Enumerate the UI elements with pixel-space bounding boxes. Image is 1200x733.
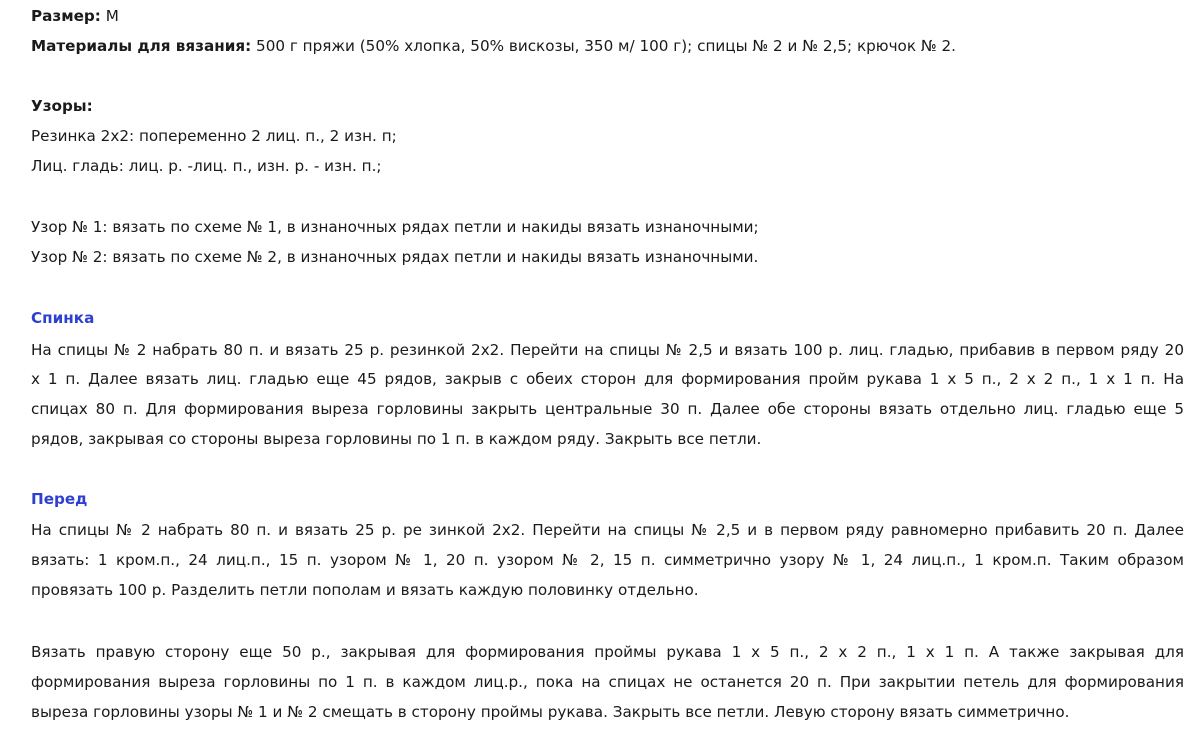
pattern-2: Узор № 2: вязать по схеме № 2, в изнаночных рядах петли и накиды вязать изнаночными. (31, 248, 759, 266)
front-line-3: провязать 100 р. Разделить петли пополам и вязать каждую половинку отдельно. (31, 581, 699, 599)
patterns-heading: Узоры: (31, 97, 93, 115)
back-line-3: спицах 80 п. Для формирования выреза горловины закрыть центральные 30 п. Далее обе стороны вязать отдельно лиц. гладью еще 5 (31, 400, 1184, 418)
front-right-line-1: Вязать правую сторону еще 50 р., закрывая для формирования проймы рукава 1 х 5 п., 2 х 2 п., 1 х 1 п. А также закрывая для (31, 643, 1184, 661)
front-heading: Перед (31, 490, 88, 508)
front-right-line-3: выреза горловины узоры № 1 и № 2 смещать в сторону проймы рукава. Закрыть все петли. Левую сторону вязать симметрично. (31, 703, 1070, 721)
materials-label: Материалы для вязания: (31, 37, 252, 55)
back-heading: Спинка (31, 309, 95, 327)
front-right-line-2: формирования выреза горловины по 1 п. в каждом лиц.р., пока на спицах не останется 20 п. При закрытии петель для формирования (31, 673, 1184, 691)
back-line-4: рядов, закрывая со стороны выреза горловины по 1 п. в каждом ряду. Закрыть все петли. (31, 430, 762, 448)
stockinette-pattern: Лиц. гладь: лиц. р. -лиц. п., изн. р. - изн. п.; (31, 157, 382, 175)
rib-pattern: Резинка 2х2: попеременно 2 лиц. п., 2 изн. п; (31, 127, 397, 145)
materials-line (31, 36, 1184, 56)
back-line-2: х 1 п. Далее вязать лиц. гладью еще 45 рядов, закрыв с обеих сторон для формирования пройм рукава 1 х 5 п., 2 х 2 п., 1 х 1 п. На (31, 370, 1184, 388)
front-line-1: На спицы № 2 набрать 80 п. и вязать 25 р. ре зинкой 2х2. Перейти на спицы № 2,5 и в первом ряду равномерно прибавить 20 п. Далее (31, 521, 1184, 539)
size-value: M (105, 7, 119, 25)
materials-value: 500 г пряжи (50% хлопка, 50% вискозы, 350 м/ 100 г); спицы № 2 и № 2,5; крючок № 2. (256, 37, 956, 55)
back-line-1: На спицы № 2 набрать 80 п. и вязать 25 р. резинкой 2х2. Перейти на спицы № 2,5 и вязать 100 р. лиц. гладью, прибавив в первом ряду 20 (31, 341, 1184, 359)
size-label: Размер: (31, 7, 101, 25)
front-line-2: вязать: 1 кром.п., 24 лиц.п., 15 п. узором № 1, 20 п. узором № 2, 15 п. симметрично узору № 1, 24 лиц.п., 1 кром.п. Таким образом (31, 551, 1184, 569)
size-line (31, 6, 1184, 26)
pattern-1: Узор № 1: вязать по схеме № 1, в изнаночных рядах петли и накиды вязать изнаночными; (31, 218, 759, 236)
